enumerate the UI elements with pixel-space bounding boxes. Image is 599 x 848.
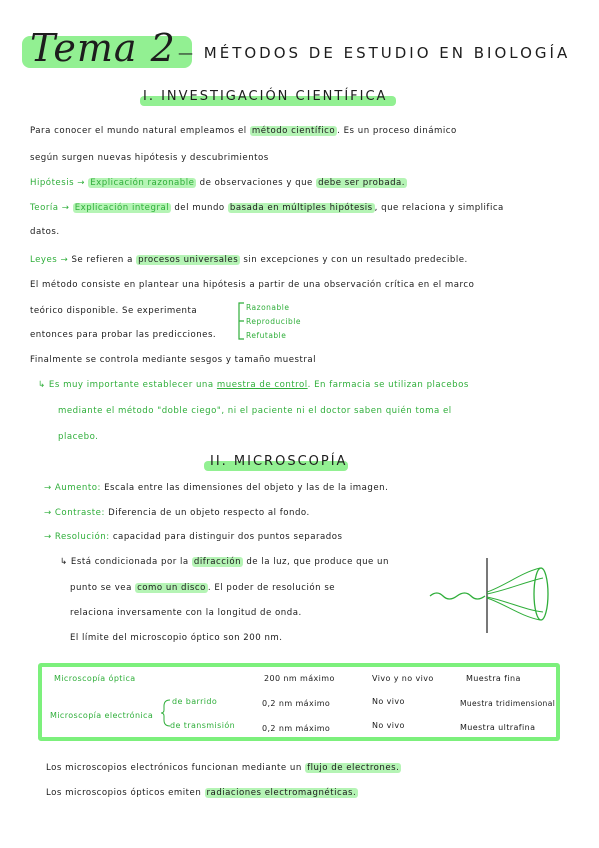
diffraction-drawing (425, 548, 555, 638)
table-row3-sub: de transmisión (170, 721, 236, 730)
table-row3-vivo: No vivo (372, 721, 405, 730)
note-line1: ↳ Es muy importante establecer una muestra de control. En farmacia se utilizan placebos (38, 380, 469, 390)
teoria-line2: datos. (30, 227, 60, 237)
table-row2-sub: de barrido (172, 697, 218, 706)
hipotesis-line: Hipótesis → Explicación razonable de observaciones y que debe ser probada. (30, 178, 406, 188)
section2-title: II. MICROSCOPÍA (210, 454, 348, 469)
page-title: Tema 2 (30, 26, 176, 70)
leyes-line: Leyes → Se refieren a procesos universales sin excepciones y con un resultado predecible. (30, 255, 468, 265)
table-row3-muestra: Muestra ultrafina (460, 723, 536, 732)
aumento-line: → Aumento: Escala entre las dimensiones del objeto y las de la imagen. (44, 483, 389, 493)
resolucion-line: → Resolución: capacidad para distinguir dos puntos separados (44, 532, 343, 542)
table-row1-res: 200 nm máximo (264, 674, 335, 683)
detalle-line3: relaciona inversamente con la longitud de onda. (70, 608, 302, 618)
table-row2-res: 0,2 nm máximo (262, 699, 331, 708)
contraste-line: → Contraste: Diferencia de un objeto respecto al fondo. (44, 508, 310, 518)
option-refutable: Refutable (246, 331, 287, 340)
table-row1-tipo: Microscopía óptica (54, 674, 136, 683)
detalle-line4: El límite del microscopio óptico son 200 nm. (70, 633, 283, 643)
detalle-line2: punto se vea como un disco . El poder de resolución se (70, 583, 336, 593)
section1-title: I. INVESTIGACIÓN CIENTÍFICA (143, 89, 388, 104)
final-line: Finalmente se controla mediante sesgos y tamaño muestral (30, 355, 317, 365)
note-line3: placebo. (58, 432, 99, 442)
table-row2-tipo: Microscopía electrónica (50, 711, 154, 720)
metodo-line3: entonces para probar las predicciones. (30, 330, 217, 340)
table-row1-muestra: Muestra fina (466, 674, 521, 683)
metodo-line2: teórico disponible. Se experimenta (30, 306, 198, 316)
table-row1-vivo: Vivo y no vivo (372, 674, 434, 683)
table-row2-vivo: No vivo (372, 697, 405, 706)
page-subtitle: — MÉTODOS DE ESTUDIO EN BIOLOGÍA (178, 44, 571, 62)
table-row2-muestra: Muestra tridimensional (460, 699, 556, 708)
intro-line1: Para conocer el mundo natural empleamos el método científico . Es un proceso dinámico (30, 126, 457, 136)
note-line2: mediante el método "doble ciego", ni el paciente ni el doctor saben quién toma el (58, 406, 452, 416)
opticos-line: Los microscopios ópticos emiten radiaciones electromagnéticas. (46, 788, 357, 798)
table-row3-res: 0,2 nm máximo (262, 724, 331, 733)
option-razonable: Razonable (246, 303, 290, 312)
intro-line2: según surgen nuevas hipótesis y descubrimientos (30, 153, 269, 163)
teoria-line: Teoría → Explicación integral del mundo basada en múltiples hipótesis , que relaciona y simplifica (30, 203, 504, 213)
metodo-line1: El método consiste en plantear una hipótesis a partir de una observación crítica en el marco (30, 280, 475, 290)
detalle-line1: ↳ Está condicionada por la difracción de la luz, que produce que un (60, 557, 389, 567)
option-reproducible: Reproducible (246, 317, 301, 326)
electronicos-line: Los microscopios electrónicos funcionan mediante un flujo de electrones. (46, 763, 400, 773)
